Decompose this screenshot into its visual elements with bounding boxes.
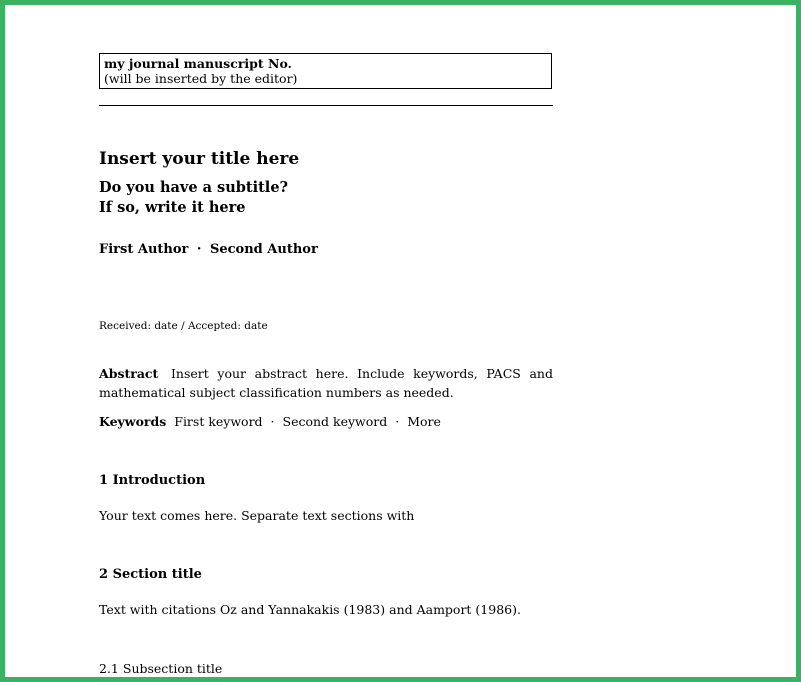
paper-subtitle [99, 178, 288, 218]
abstract [99, 364, 553, 402]
author-list [99, 242, 318, 258]
editor-insert-note: (will be inserted by the editor) [104, 71, 298, 86]
section-number: 1 [99, 473, 109, 488]
editor-box [99, 53, 552, 89]
section-heading-introduction [99, 473, 205, 489]
subtitle-line-2: If so, write it here [99, 199, 246, 216]
author-first: First Author [99, 242, 189, 257]
keyword-item: More [407, 414, 441, 429]
journal-manuscript-label: my journal manuscript No. [104, 56, 292, 71]
subtitle-line-1: Do you have a subtitle? [99, 179, 289, 196]
section-title: Introduction [112, 473, 206, 488]
abstract-label: Abstract [99, 366, 159, 381]
keywords-label: Keywords [99, 414, 167, 429]
subsection-heading [99, 661, 222, 677]
section-title: Section title [112, 567, 202, 582]
keyword-item: Second keyword [282, 414, 388, 429]
header-rule [99, 105, 553, 106]
subsection-number: 2.1 [99, 661, 119, 676]
section-number: 2 [99, 567, 109, 582]
section-body-text: Your text comes here. Separate text sections with [99, 508, 415, 523]
section-body-text: Text with citations Oz and Yannakakis (1983) and Aamport (1986). [99, 602, 521, 617]
keyword-separator: · [395, 414, 400, 429]
subsection-title: Subsection title [122, 661, 223, 676]
keywords [99, 414, 441, 430]
author-second: Second Author [209, 242, 318, 257]
paper-title: Insert your title here [99, 149, 300, 169]
section-heading-section-title [99, 567, 202, 583]
received-accepted-dates: Received: date / Accepted: date [99, 320, 268, 332]
keyword-item: First keyword [174, 414, 263, 429]
author-separator: · [196, 242, 202, 257]
abstract-text: Insert your abstract here. Include keywords, PACS and mathematical subject classification numbers as needed. [99, 366, 553, 400]
keyword-separator: · [270, 414, 275, 429]
